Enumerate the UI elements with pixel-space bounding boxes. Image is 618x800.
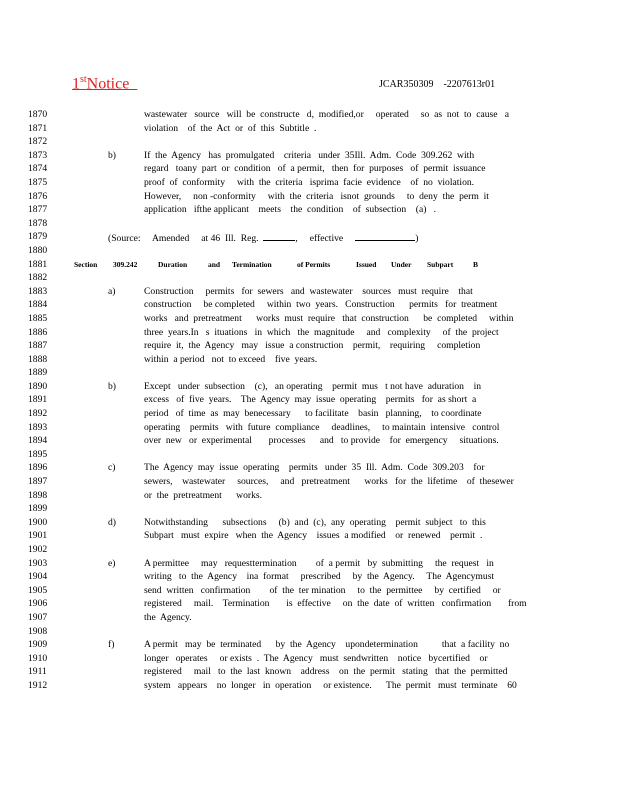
text-line: [0, 176, 618, 190]
line-text: violation of the Act or of this Subtitle .: [144, 122, 317, 134]
line-text: application ifthe applicant meets the condition of subsection (a) .: [144, 204, 437, 216]
text-line: [0, 516, 618, 530]
subsection-marker: e): [108, 557, 116, 569]
line-text: registered mail to the last known address on the permit stating that the permitted: [144, 666, 508, 678]
section-heading-word: 309.242: [113, 259, 138, 269]
text-line: [0, 679, 618, 693]
line-text: the Agency.: [144, 611, 192, 623]
text-line: [0, 122, 618, 136]
line-number: 1887: [28, 340, 48, 352]
text-line: [0, 380, 618, 394]
line-text: operating permits with future compliance deadlines, to maintain intensive control: [144, 421, 500, 433]
line-text: require it, the Agency may issue a construction permit, requiring completion: [144, 340, 481, 352]
text-line: [0, 652, 618, 666]
line-text: excess of five years. The Agency may issue operating permits for as short a: [144, 394, 477, 406]
text-line: [0, 557, 618, 571]
document-body: [0, 108, 618, 693]
text-line: [0, 665, 618, 679]
line-number: 1909: [28, 639, 48, 651]
line-number: 1899: [28, 503, 48, 515]
line-number: 1872: [28, 136, 48, 148]
line-number: 1892: [28, 408, 48, 420]
line-number: 1875: [28, 176, 48, 188]
text-line: [0, 407, 618, 421]
text-line: [0, 339, 618, 353]
line-number: 1883: [28, 285, 48, 297]
line-text: Except under subsection (c), an operating permit mus t not have aduration in: [144, 380, 482, 392]
subsection-marker: b): [108, 149, 116, 161]
line-text: system appears no longer in operation or existence. The permit must terminate 60: [144, 679, 517, 691]
line-number: 1893: [28, 421, 48, 433]
section-heading-word: of Permits: [297, 259, 331, 269]
line-text: Construction permits for sewers and wastewater sources must require that: [144, 285, 473, 297]
line-text: or the pretreatment works.: [144, 489, 263, 501]
text-line: [0, 271, 618, 285]
text-line: [0, 489, 618, 503]
line-text: construction be completed within two years. Construction permits for treatment: [144, 299, 498, 311]
line-number: 1908: [28, 625, 48, 637]
text-line: [0, 638, 618, 652]
line-number: 1878: [28, 217, 48, 229]
line-text: registered mail. Termination is effective on the date of written confirmation from: [144, 598, 527, 610]
line-text: writing to the Agency ina format prescribed by the Agency. The Agencymust: [144, 571, 495, 583]
line-text: send written confirmation of the ter mination to the permittee by certified or: [144, 584, 501, 596]
line-number: 1910: [28, 652, 48, 664]
line-number: 1906: [28, 598, 48, 610]
text-line: [0, 285, 618, 299]
line-number: 1912: [28, 679, 48, 691]
line-number: 1895: [28, 448, 48, 460]
text-line: [0, 393, 618, 407]
line-number: 1911: [28, 666, 47, 678]
line-number: 1904: [28, 571, 48, 583]
text-line: [0, 162, 618, 176]
line-number: 1898: [28, 489, 48, 501]
text-line: [0, 190, 618, 204]
source-comma: ,: [295, 233, 298, 245]
section-heading-word: Subpart: [427, 259, 454, 269]
line-number: 1877: [28, 204, 48, 216]
text-line: [0, 258, 618, 272]
subsection-marker: c): [108, 462, 116, 474]
line-number: 1886: [28, 326, 48, 338]
source-amended: Amended: [151, 233, 190, 245]
line-text: A permit may be terminated by the Agency upondetermination that a facility no: [144, 639, 510, 651]
text-line: [0, 312, 618, 326]
section-heading-word: Duration: [158, 259, 188, 269]
line-number: 1871: [28, 122, 48, 134]
line-text: works and pretreatment works must require that construction be completed within: [144, 312, 514, 324]
line-text: However, non -conformity with the criteria isnot grounds to deny the perm it: [144, 190, 489, 202]
section-heading-word: and: [208, 259, 221, 269]
text-line: [0, 529, 618, 543]
text-line: [0, 543, 618, 557]
page-header: [72, 74, 552, 96]
line-text: proof of conformity with the criteria isprima facie evidence of no violation.: [144, 176, 475, 188]
line-text: period of time as may benecessary to facilitate basin planning, to coordinate: [144, 408, 482, 420]
text-line: [0, 230, 618, 244]
line-number: 1873: [28, 149, 48, 161]
source-close: ): [415, 233, 419, 245]
line-text: If the Agency has promulgated criteria under 35Ill. Adm. Code 309.262 with: [144, 149, 475, 161]
line-text: Subpart must expire when the Agency issues a modified or renewed permit .: [144, 530, 483, 542]
text-line: [0, 502, 618, 516]
text-line: [0, 217, 618, 231]
text-line: [0, 108, 618, 122]
section-heading-word: Termination: [232, 259, 272, 269]
line-number: 1903: [28, 557, 48, 569]
section-heading-word: Under: [391, 259, 412, 269]
line-text: Notwithstanding subsections (b) and (c), any operating permit subject to this: [144, 516, 486, 528]
line-number: 1870: [28, 109, 48, 120]
line-number: 1880: [28, 244, 48, 256]
line-number: 1901: [28, 530, 48, 542]
line-number: 1890: [28, 380, 48, 392]
text-line: [0, 597, 618, 611]
subsection-marker: f): [108, 639, 115, 651]
line-number: 1881: [28, 258, 48, 270]
subsection-marker: d): [108, 516, 116, 528]
line-text: three years.In s ituations in which the magnitude and complexity of the project: [144, 326, 499, 338]
subsection-marker: b): [108, 380, 116, 392]
line-number: 1889: [28, 367, 48, 379]
text-line: [0, 135, 618, 149]
line-number: 1902: [28, 544, 48, 555]
line-number: 1897: [28, 476, 48, 488]
line-number: 1896: [28, 462, 48, 474]
line-number: 1884: [28, 299, 48, 311]
line-number: 1900: [28, 516, 48, 528]
line-number: 1907: [28, 611, 48, 623]
register-page-blank: [263, 230, 295, 241]
notice-label: 1stNotice: [72, 74, 130, 93]
line-text: The Agency may issue operating permits under 35 Ill. Adm. Code 309.203 for: [144, 462, 485, 474]
text-line: [0, 421, 618, 435]
document-id: JCAR350309 -2207613r01: [379, 79, 496, 90]
text-line: [0, 326, 618, 340]
line-number: 1888: [28, 353, 48, 365]
line-text: longer operates or exists . The Agency must sendwritten notice bycertified or: [144, 652, 488, 664]
source-open: (Source:: [108, 233, 141, 245]
text-line: [0, 475, 618, 489]
text-line: [0, 366, 618, 380]
text-line: [0, 611, 618, 625]
line-number: 1879: [28, 231, 48, 243]
text-line: [0, 244, 618, 258]
text-line: [0, 625, 618, 639]
section-heading-word: B: [473, 259, 479, 269]
line-number: 1891: [28, 394, 48, 406]
line-number: 1874: [28, 163, 48, 175]
line-number: 1876: [28, 190, 48, 202]
line-text: within a period not to exceed five years.: [144, 353, 318, 365]
text-line: [0, 353, 618, 367]
text-line: [0, 298, 618, 312]
line-text: A permittee may requesttermination of a permit by submitting the request in: [144, 557, 494, 569]
line-text: wastewater source will be constructe d, modified,or operated so as not to cause a: [144, 109, 509, 120]
source-effective: effective: [309, 233, 344, 245]
line-text: regard toany part or condition of a permit, then for purposes of permit issuance: [144, 163, 486, 175]
text-line: [0, 434, 618, 448]
text-line: [0, 448, 618, 462]
source-register: at 46 Ill. Reg.: [201, 233, 259, 245]
line-text: sewers, wastewater sources, and pretreatment works for the lifetime of thesewer: [144, 476, 514, 488]
section-heading-word: Section: [74, 259, 98, 269]
text-line: [0, 149, 618, 163]
line-number: 1885: [28, 312, 48, 324]
text-line: [0, 570, 618, 584]
section-heading-word: Issued: [356, 259, 377, 269]
line-number: 1882: [28, 272, 48, 284]
line-number: 1905: [28, 584, 48, 596]
line-text: over new or experimental processes and to provide for emergency situations.: [144, 435, 499, 447]
line-number: 1894: [28, 435, 48, 447]
text-line: [0, 203, 618, 217]
subsection-marker: a): [108, 285, 116, 297]
text-line: [0, 584, 618, 598]
text-line: [0, 461, 618, 475]
effective-date-blank: [355, 230, 415, 241]
